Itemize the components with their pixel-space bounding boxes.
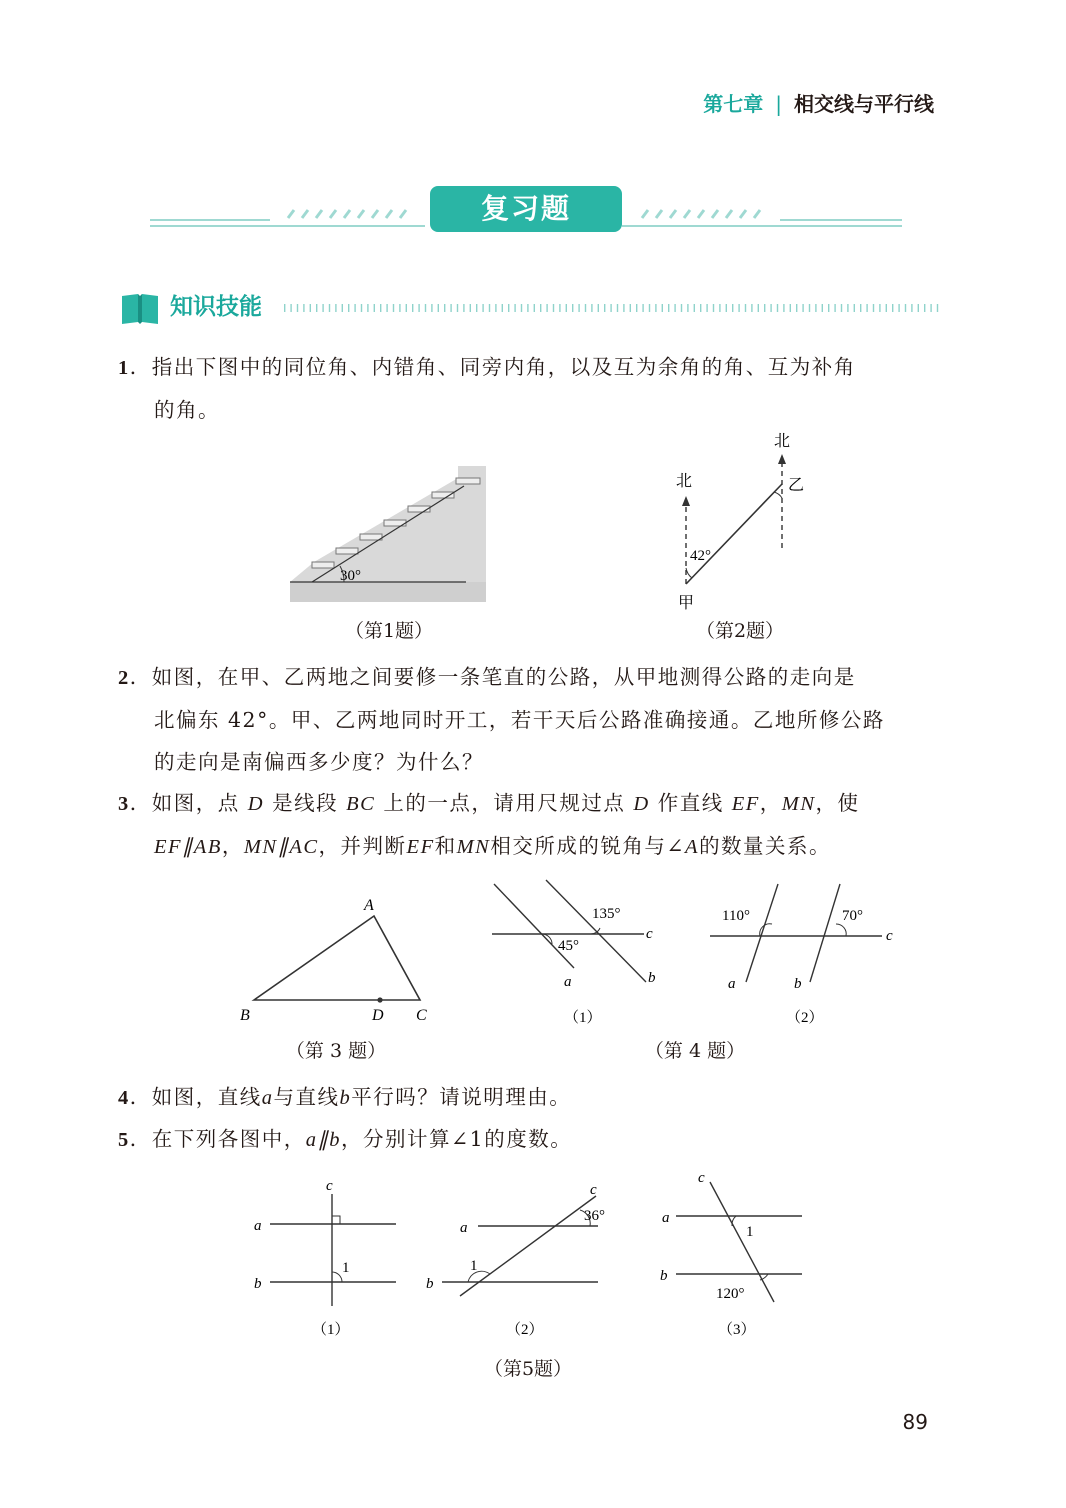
fig4-1-c: c	[646, 926, 653, 942]
figure-4-caption: （第 4 题）	[644, 1040, 746, 1062]
question-3	[118, 782, 938, 868]
question-number: 1	[118, 357, 130, 379]
fig5-1-c: c	[326, 1178, 333, 1194]
question-text-cont	[118, 825, 938, 868]
question-text-cont: 的角。	[154, 398, 220, 422]
question-text: ．如图，点	[129, 791, 248, 815]
fig5-3-one: 1	[746, 1224, 754, 1240]
question-5	[118, 1118, 938, 1161]
fig4-2-angle-110: 110°	[722, 908, 750, 924]
question-text: 与直线	[273, 1085, 340, 1109]
math-var: MN	[456, 836, 491, 858]
question-text-cont: 北偏东 42°。甲、乙两地同时开工，若干天后公路准确接通。乙地所修公路	[154, 708, 885, 732]
fig5-1-a: a	[254, 1218, 262, 1234]
book-icon	[120, 290, 160, 326]
math-var: EF	[731, 793, 760, 815]
math-var: a	[261, 1087, 274, 1109]
fig5-1-label: （1）	[312, 1322, 350, 1338]
question-number: 3	[118, 793, 130, 815]
fig5-2-angle: 36°	[584, 1208, 605, 1224]
math-var: EF∥AB	[154, 836, 222, 858]
question-number: 2	[118, 667, 130, 689]
fig4-1-b: b	[648, 970, 656, 986]
question-text: ．指出下图中的同位角、内错角、同旁内角，以及互为余角的角、互为补角	[129, 355, 856, 379]
question-text: 作直线	[649, 791, 732, 815]
fig2-jia: 甲	[678, 595, 695, 612]
fig2-north-left: 北	[676, 473, 693, 490]
figure-5-caption: （第5题）	[483, 1358, 573, 1380]
question-text: 平行吗？请说明理由。	[351, 1085, 572, 1109]
fig5-2-one: 1	[470, 1258, 478, 1274]
figure-1-stairs	[286, 462, 492, 604]
math-var: b	[339, 1087, 352, 1109]
question-2	[118, 656, 938, 783]
question-text: 相交所成的锐角与∠	[490, 834, 686, 858]
fig5-3-angle: 120°	[716, 1286, 745, 1302]
figure-2-directions	[664, 428, 814, 614]
math-var: MN∥AC	[243, 836, 319, 858]
fig1-angle: 30°	[340, 568, 361, 584]
fig4-1-label: （1）	[564, 1010, 602, 1026]
figure-5-2	[420, 1176, 620, 1342]
question-text-cont: 的走向是南偏西多少度？为什么？	[154, 750, 484, 774]
fig3-B: B	[240, 1007, 250, 1024]
question-text: ．在下列各图中，	[129, 1127, 306, 1151]
header-separator: |	[775, 92, 782, 116]
fig4-2-angle-70: 70°	[842, 908, 863, 924]
fig4-2-a: a	[728, 976, 736, 992]
fig3-D: D	[372, 1007, 384, 1024]
fig5-3-a: a	[662, 1210, 670, 1226]
fig5-3-label: （3）	[718, 1322, 756, 1338]
fig5-2-b: b	[426, 1276, 434, 1292]
fig5-3-b: b	[660, 1268, 668, 1284]
question-text: ，使	[815, 791, 860, 815]
fig2-yi: 乙	[788, 477, 805, 494]
math-var: A	[685, 836, 700, 858]
question-text: ，并判断	[318, 834, 407, 858]
question-text: 是线段	[264, 791, 347, 815]
figure-5-1	[250, 1176, 400, 1342]
fig3-A: A	[364, 897, 374, 914]
math-var: a∥b	[305, 1129, 341, 1151]
fig5-3-c: c	[698, 1170, 705, 1186]
figure-5-3	[656, 1168, 816, 1342]
question-text: 上的一点，请用尺规过点	[375, 791, 634, 815]
fig4-1-angle-45: 45°	[558, 938, 579, 954]
figure-4-1	[488, 878, 668, 1028]
question-text: 和	[434, 834, 457, 858]
figure-3-triangle	[236, 890, 436, 1030]
math-var: D	[247, 793, 265, 815]
math-var: EF	[406, 836, 435, 858]
fig4-1-a: a	[564, 974, 572, 990]
question-text: 的数量关系。	[699, 834, 832, 858]
fig5-2-label: （2）	[506, 1322, 544, 1338]
fig5-1-b: b	[254, 1276, 262, 1292]
math-var: D	[633, 793, 650, 815]
figure-1-caption: （第1题）	[344, 620, 434, 642]
fig5-2-a: a	[460, 1220, 468, 1236]
section-label: 知识技能	[170, 294, 262, 320]
fig2-north-right: 北	[774, 433, 791, 450]
chapter-label: 第七章	[703, 92, 764, 116]
fig3-C: C	[416, 1007, 427, 1024]
section-heading	[120, 290, 940, 330]
question-text: ．如图，在甲、乙两地之间要修一条笔直的公路，从甲地测得公路的走向是	[129, 665, 856, 689]
page-title: 复习题	[430, 186, 622, 232]
fig4-2-label: （2）	[786, 1010, 824, 1026]
page-number: 89	[902, 1410, 928, 1434]
question-4	[118, 1076, 938, 1119]
question-text: ，	[221, 834, 244, 858]
fig4-2-c: c	[886, 928, 893, 944]
fig5-1-one: 1	[342, 1260, 350, 1276]
figure-2-caption: （第2题）	[695, 620, 785, 642]
figure-3-caption: （第 3 题）	[285, 1040, 387, 1062]
section-dotted-rule	[284, 298, 944, 318]
fig4-1-angle-135: 135°	[592, 906, 621, 922]
question-1	[118, 346, 938, 431]
question-number: 5	[118, 1129, 130, 1151]
fig4-2-b: b	[794, 976, 802, 992]
question-text: ，分别计算∠1的度数。	[341, 1127, 573, 1151]
math-var: BC	[346, 793, 376, 815]
fig5-2-c: c	[590, 1182, 597, 1198]
question-text: ，	[759, 791, 782, 815]
title-banner	[150, 182, 902, 238]
chapter-header	[703, 88, 934, 117]
fig2-angle: 42°	[690, 548, 711, 564]
question-number: 4	[118, 1087, 130, 1109]
question-text: ．如图，直线	[129, 1085, 262, 1109]
math-var: MN	[781, 793, 816, 815]
chapter-subtitle: 相交线与平行线	[794, 92, 934, 116]
figure-4-2	[706, 878, 906, 1028]
